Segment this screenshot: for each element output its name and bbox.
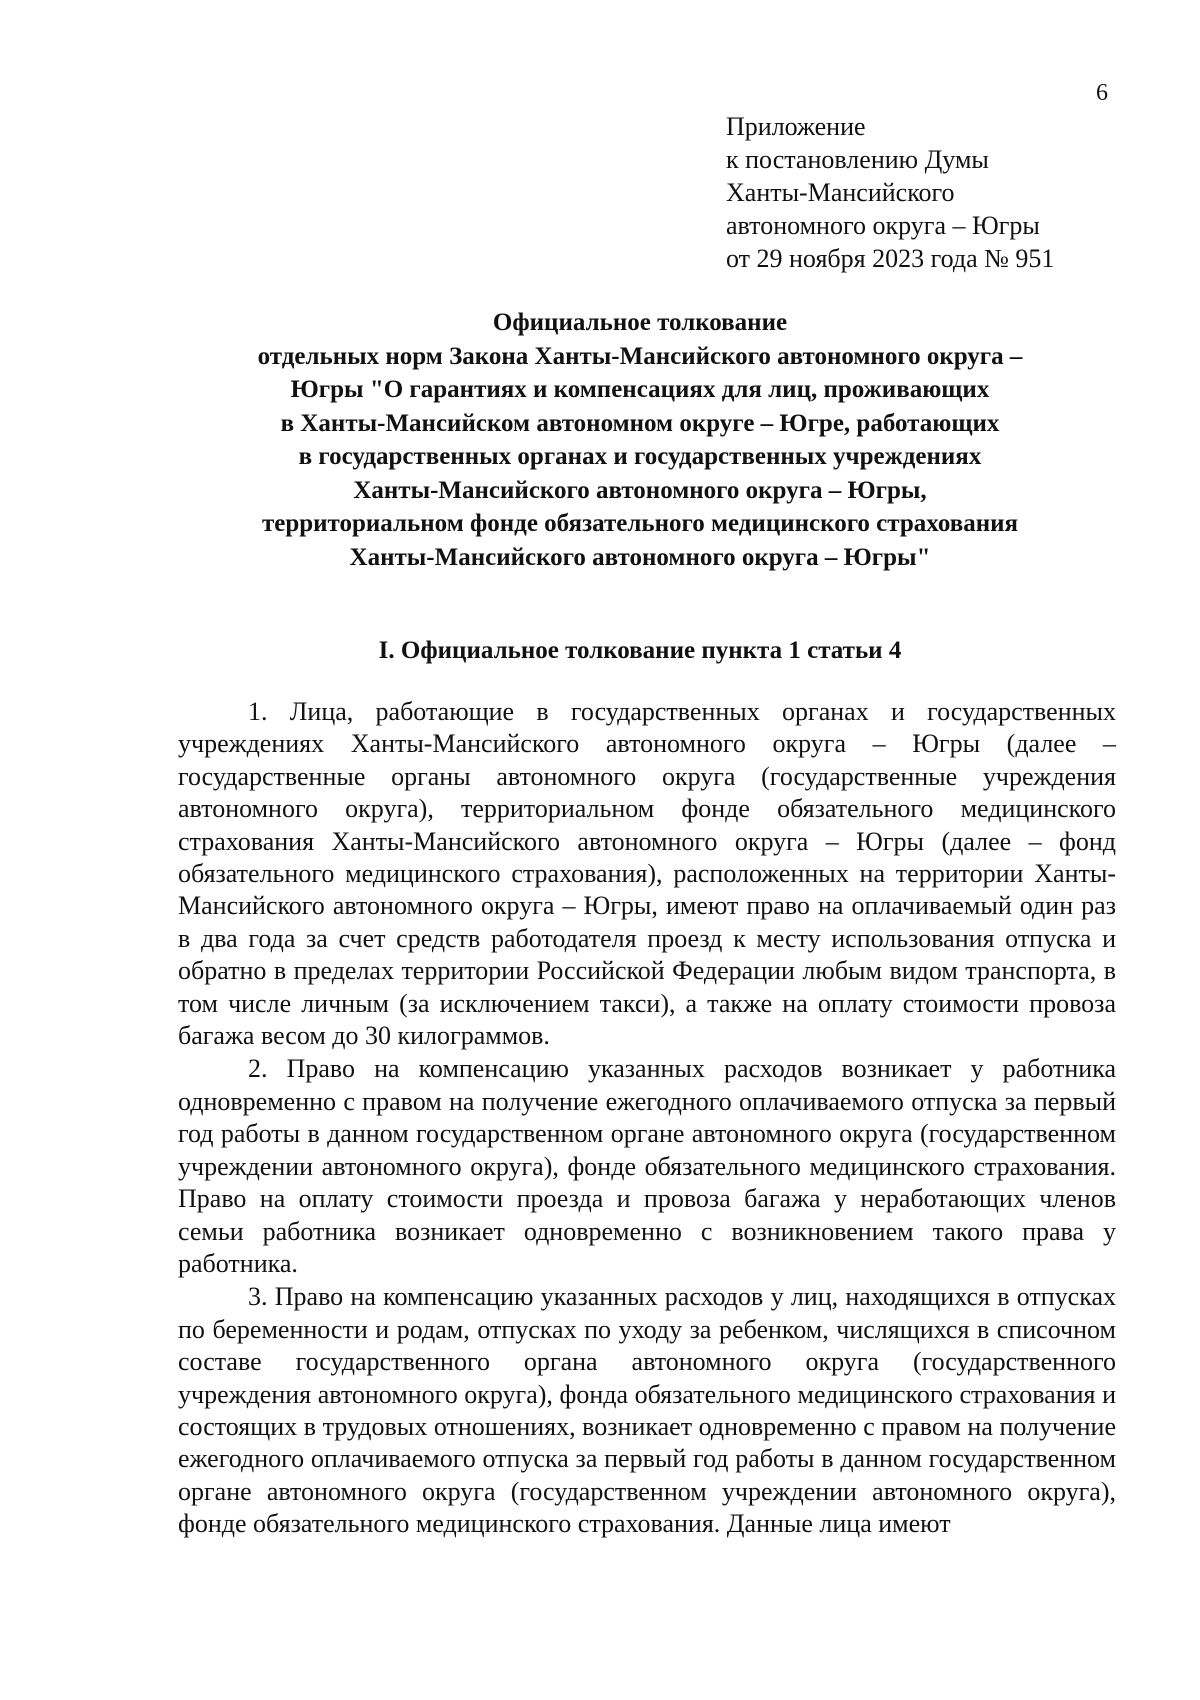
section-body xyxy=(178,696,1116,1541)
title-line: Официальное толкование xyxy=(492,309,788,336)
appendix-line: к постановлению Думы xyxy=(726,145,989,174)
document-title xyxy=(150,306,1130,574)
paragraph-3: 3. Право на компенсацию указанных расходов у лиц, находящихся в отпусках по беременности и родам, отпусках по уходу за ребенком, числящихся в списочном составе государственного органа автономного округа (государственного учреждения автономного округа), фонда обязательного медицинского страхования и состоящих в трудовых отношениях, возникает одновременно с правом на получение ежегодного оплачиваемого отпуска за первый год работы в данном государственном органе автономного округа (государственном учреждении автономного округа), фонде обязательного медицинского страхования. Данные лица имеют xyxy=(178,1282,1116,1539)
appendix-line: от 29 ноября 2023 года № 951 xyxy=(726,244,1055,273)
title-line: в государственных органах и государственных учреждениях xyxy=(298,443,982,470)
title-line: Югры "О гарантиях и компенсациях для лиц, проживающих xyxy=(290,376,990,403)
appendix-line: автономного округа – Югры xyxy=(726,211,1040,240)
title-line: отдельных норм Закона Ханты-Мансийского автономного округа – xyxy=(257,342,1023,370)
page-number: 6 xyxy=(1096,80,1108,106)
title-line: территориальном фонде обязательного медицинского страхования xyxy=(261,510,1019,537)
title-line: Ханты-Мансийского автономного округа – Югры" xyxy=(349,543,931,571)
appendix-line: Ханты-Мансийского xyxy=(726,178,955,207)
title-line: Ханты-Мансийского автономного округа – Югры, xyxy=(353,476,927,504)
appendix-line: Приложение xyxy=(726,112,866,141)
paragraph-1: 1. Лица, работающие в государственных органах и государственных учреждениях Ханты-Мансийского автономного округа – Югры (далее – государственные органы автономного округа (государственные учреждения автономного округа), территориальном фонде обязательного медицинского страхования Ханты-Мансийского автономного округа – Югры (далее – фонд обязательного медицинского страхования), расположенных на территории Ханты-Мансийского автономного округа – Югры, имеют право на оплачиваемый один раз в два года за счет средств работодателя проезд к месту использования отпуска и обратно в пределах территории Российской Федерации любым видом транспорта, в том числе личным (за исключением такси), а также на оплату стоимости провоза багажа весом до 30 килограммов. xyxy=(178,697,1116,1051)
title-line: в Ханты-Мансийском автономном округе – Югре, работающих xyxy=(280,409,1000,437)
appendix-block xyxy=(726,110,1126,275)
paragraph-2: 2. Право на компенсацию указанных расходов возникает у работника одновременно с правом на получение ежегодного оплачиваемого отпуска за первый год работы в данном государственном органе автономного округа (государственном учреждении автономного округа), фонде обязательного медицинского страхования. Право на оплату стоимости проезда и провоза багажа у неработающих членов семьи работника возникает одновременно с возникновением такого права у работника. xyxy=(178,1054,1116,1278)
section-heading: I. Официальное толкование пункта 1 статьи 4 xyxy=(378,637,902,664)
